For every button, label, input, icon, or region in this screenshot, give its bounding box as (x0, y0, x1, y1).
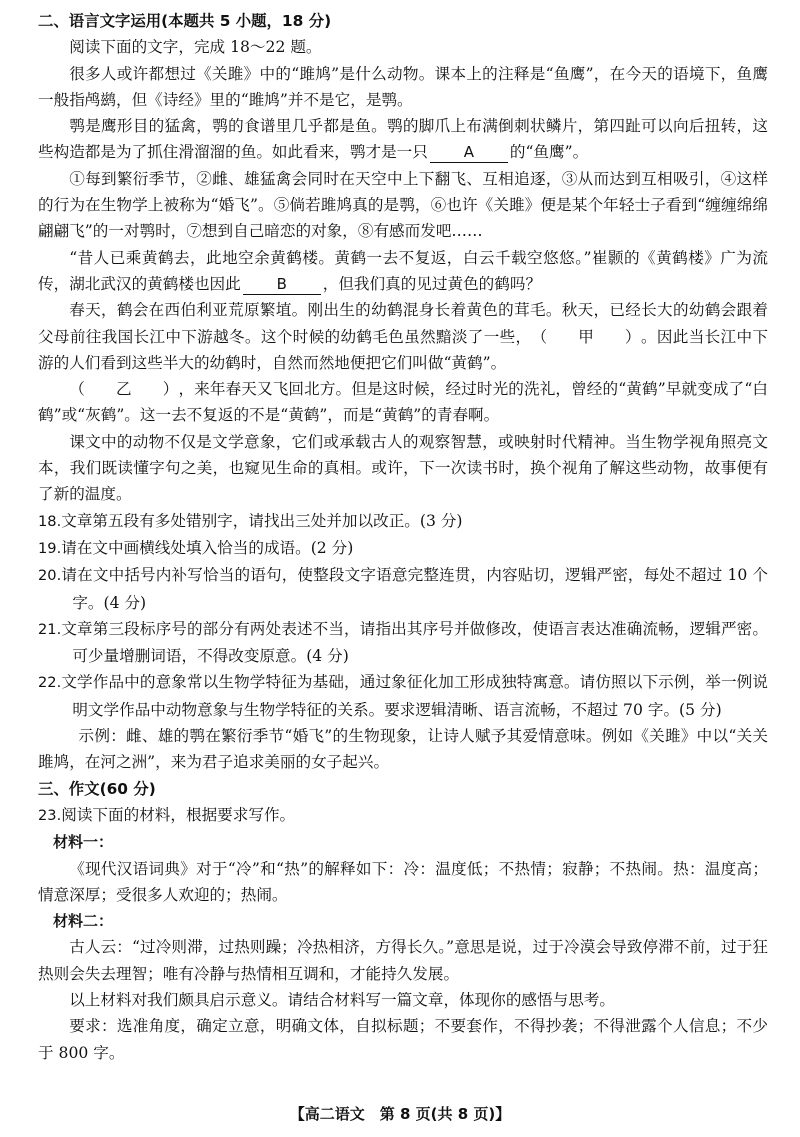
question-21 (38, 616, 768, 670)
passage-paragraph-2 (38, 113, 768, 166)
parenthesis-yi: （ 乙 ） (69, 380, 179, 399)
question-number: 20. (38, 567, 62, 585)
question-number: 19. (38, 539, 62, 557)
paragraph-4-text-after: ，但我们真的见过黄色的鹤吗？ (322, 274, 542, 293)
question-19 (38, 535, 768, 562)
paragraph-2-text-before: 鹗是鹰形目的猛禽，鹗的食谱里几乎都是鱼。鹗的脚爪上布满倒刺状鳞片，第四趾可以向后扭转，这些构造都是为了抓住滑溜溜的鱼。如此看来，鹗才是一只 (38, 117, 768, 162)
question-text: 请在文中括号内补写恰当的语句，使整段文字语意完整连贯，内容贴切，逻辑严密，每处不超过 10 个字。(4 分) (61, 566, 768, 612)
paragraph-6-text-after: ，来年春天又飞回北方。但是这时候，经过时光的洗礼，曾经的“黄鹤”早就变成了“白鹤”或“灰鹤”。这一去不复返的不是“黄鹤”，而是“黄鹤”的青春啊。 (38, 380, 768, 425)
question-20 (38, 562, 768, 616)
blank-a: A (430, 142, 508, 163)
question-text: 文学作品中的意象常以生物学特征为基础，通过象征化加工形成独特寓意。请仿照以下示例，举一例说明文学作品中动物意象与生物学特征的关系。要求逻辑清晰、语言流畅，不超过 70 字。(5 分) (61, 673, 768, 719)
exam-page (38, 8, 768, 1066)
passage-paragraph-3: ①每到繁衍季节，②雌、雄猛禽会同时在天空中上下翻飞、互相追逐，③从而达到互相吸引，④这样的行为在生物学上被称为“婚飞”。⑤倘若雎鸠真的是鹗，⑥也许《关雎》便是某个年轻士子看到“缠缠绵绵翩翩飞”的一对鹗时，⑦想到自己暗恋的对象，⑧有感而发吧…… (38, 169, 768, 241)
passage-paragraph-6 (38, 376, 768, 429)
page-footer: 【高二语文 第 8 页(共 8 页)】 (289, 1105, 511, 1123)
paragraph-4-text-before: “昔人已乘黄鹤去，此地空余黄鹤楼。黄鹤一去不复返，白云千载空悠悠。”崔颢的《黄鹤楼》广为流传，湖北武汉的黄鹤楼也因此 (38, 248, 768, 293)
parenthesis-jia: （ 甲 ） (531, 327, 641, 346)
passage-paragraph-5 (38, 297, 768, 376)
question-number: 21. (38, 620, 62, 638)
writing-prompt: 以上材料对我们颇具启示意义。请结合材料写一篇文章，体现你的感悟与思考。 (69, 990, 615, 1009)
question-number: 18. (38, 512, 62, 530)
question-23 (38, 802, 768, 829)
section-3-title: 三、作文(60 分) (38, 779, 156, 798)
passage-paragraph-7: 课文中的动物不仅是文学意象，它们或承载古人的观察智慧，或映射时代精神。当生物学视角照亮文本，我们既读懂字句之美，也窥见生命的真相。或许，下一次读书时，换个视角了解这些动物，故事便有了新的温度。 (38, 432, 768, 504)
question-text: 请在文中画横线处填入恰当的成语。(2 分) (61, 538, 354, 557)
question-22 (38, 669, 768, 723)
writing-requirements: 要求：选准角度，确定立意，明确文体，自拟标题；不要套作，不得抄袭；不得泄露个人信息；不少于 800 字。 (38, 1017, 768, 1062)
material-1-text: 《现代汉语词典》对于“冷”和“热”的解释如下：冷：温度低；不热情；寂静；不热闹。热：温度高；情意深厚；受很多人欢迎的；热闹。 (38, 859, 768, 904)
paragraph-5-text-after: 。因此当长江中下游的人们看到这些半大的幼鹤时，自然而然地便把它们叫做“黄鹤”。 (38, 327, 768, 372)
question-text: 阅读下面的材料，根据要求写作。 (61, 805, 296, 824)
material-1-label: 材料一： (53, 833, 114, 852)
question-text: 文章第五段有多处错别字，请找出三处并加以改正。(3 分) (61, 511, 463, 530)
question-number: 23. (38, 806, 62, 824)
blank-b: B (243, 274, 321, 295)
paragraph-2-text-after: 的“鱼鹰”。 (509, 143, 589, 162)
passage-paragraph-1: 很多人或许都想过《关雎》中的“雎鸠”是什么动物。课本上的注释是“鱼鹰”，在今天的语境下，鱼鹰一般指鸬鹚，但《诗经》里的“雎鸠”并不是它，是鹗。 (38, 64, 768, 109)
material-2-text: 古人云：“过冷则滞，过热则躁；冷热相济，方得长久。”意思是说，过于冷漠会导致停滞不前，过于狂热则会失去理智；唯有冷静与热情相互调和，才能持久发展。 (38, 938, 768, 983)
question-22-example: 示例：雌、雄的鹗在繁衍季节“婚飞”的生物现象，让诗人赋予其爱情意味。例如《关雎》中以“关关雎鸠，在河之洲”，来为君子追求美丽的女子起兴。 (38, 727, 768, 772)
paragraph-5-text-before: 春天，鹤会在西伯利亚荒原繁埴。刚出生的幼鹤混身长着黄色的茸毛。秋天，已经长大的幼鹤会跟着父母前往我国长江中下游越冬。这个时候的幼鹤毛色虽然黯淡了一些， (38, 301, 768, 346)
question-number: 22. (38, 674, 62, 692)
section-2-title: 二、语言文字运用(本题共 5 小题，18 分) (38, 12, 332, 30)
material-2-label: 材料二： (53, 912, 114, 931)
passage-paragraph-4 (38, 245, 768, 298)
reading-intro: 阅读下面的文字，完成 18～22 题。 (69, 38, 322, 57)
question-text: 文章第三段标序号的部分有两处表述不当，请指出其序号并做修改，使语言表达准确流畅，逻辑严密。可少量增删词语，不得改变原意。(4 分) (61, 619, 768, 666)
question-18 (38, 508, 768, 535)
